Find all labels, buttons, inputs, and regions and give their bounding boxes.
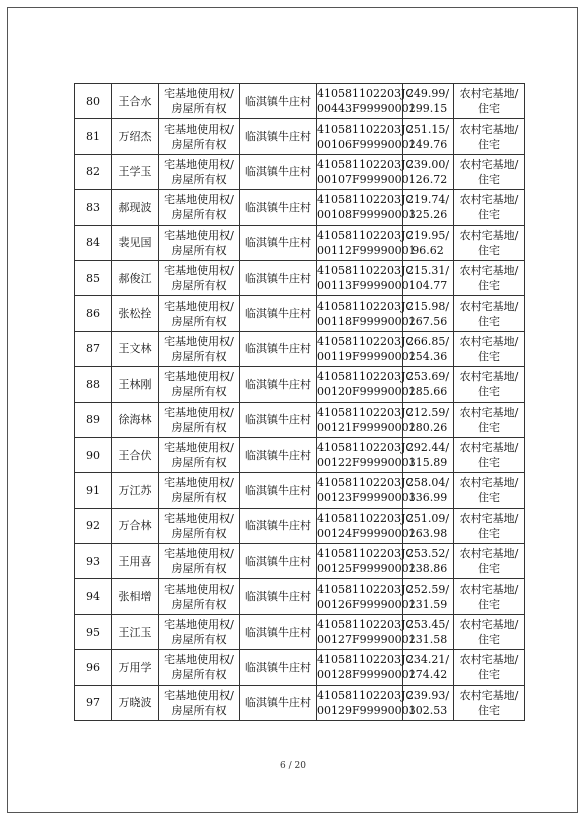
- unit-code-cell: [317, 367, 416, 402]
- page-number: 6 / 20: [280, 761, 306, 771]
- unit-code-cell-line: 00443F99990001: [317, 102, 416, 116]
- land-use-cell: [454, 437, 525, 472]
- right-type-cell-line: 宅基地使用权/: [164, 582, 234, 596]
- table-row: [75, 190, 525, 225]
- area-cell-line: 263.98: [408, 526, 448, 540]
- row-number-cell: 96: [75, 650, 112, 685]
- area-cell-line: 274.42: [408, 668, 448, 682]
- table-row: [75, 402, 525, 437]
- area-cell-line: 239.00/: [406, 157, 450, 171]
- area-cell-line: 251.15/: [406, 122, 450, 136]
- land-use-cell-line: 农村宅基地/: [459, 688, 519, 702]
- right-type-cell-line: 房屋所有权: [171, 137, 227, 151]
- owner-name-cell: 郝俊江: [112, 260, 159, 295]
- right-type-cell-line: 房屋所有权: [171, 562, 227, 576]
- location-cell: 临淇镇牛庄村: [240, 154, 317, 189]
- unit-code-cell: [317, 544, 416, 579]
- land-use-cell-line: 农村宅基地/: [459, 476, 519, 490]
- right-type-cell-line: 宅基地使用权/: [164, 157, 234, 171]
- location-cell: 临淇镇牛庄村: [240, 84, 317, 119]
- land-use-cell: [454, 544, 525, 579]
- land-use-cell-line: 住宅: [478, 137, 500, 151]
- area-cell-line: 251.09/: [406, 511, 450, 525]
- area-cell-line: 253.52/: [406, 547, 450, 561]
- unit-code-cell: [317, 650, 416, 685]
- land-use-cell: [454, 154, 525, 189]
- location-cell: 临淇镇牛庄村: [240, 508, 317, 543]
- row-number-cell: 97: [75, 685, 112, 720]
- row-number-cell: 93: [75, 544, 112, 579]
- right-type-cell-line: 房屋所有权: [171, 172, 227, 186]
- unit-code-cell: [317, 473, 416, 508]
- area-cell-line: 280.26: [408, 420, 448, 434]
- unit-code-cell-line: 00108F99990001: [317, 208, 416, 222]
- unit-code-cell-line: 410581102203JC: [317, 157, 414, 171]
- owner-name-cell: 王文林: [112, 331, 159, 366]
- area-cell-line: 231.59: [408, 597, 448, 611]
- unit-code-cell-line: 410581102203JC: [317, 688, 414, 702]
- unit-code-cell: [317, 84, 416, 119]
- table-row: [75, 331, 525, 366]
- unit-code-cell-line: 00129F99990001: [317, 703, 416, 717]
- area-cell-line: 258.04/: [406, 476, 450, 490]
- unit-code-cell-line: 410581102203JC: [317, 476, 414, 490]
- unit-code-cell: [317, 614, 416, 649]
- area-cell: [403, 614, 454, 649]
- land-use-cell-line: 农村宅基地/: [459, 87, 519, 101]
- table-row: [75, 154, 525, 189]
- land-use-cell: [454, 614, 525, 649]
- area-cell: [403, 84, 454, 119]
- area-cell-line: 315.89: [408, 456, 448, 470]
- row-number-cell: 84: [75, 225, 112, 260]
- unit-code-cell: [317, 685, 416, 720]
- area-cell: [403, 154, 454, 189]
- location-cell: 临淇镇牛庄村: [240, 437, 317, 472]
- unit-code-cell: [317, 260, 416, 295]
- land-use-cell-line: 农村宅基地/: [459, 441, 519, 455]
- area-cell: [403, 260, 454, 295]
- right-type-cell-line: 房屋所有权: [171, 668, 227, 682]
- right-type-cell: [159, 473, 240, 508]
- unit-code-cell-line: 410581102203JC: [317, 653, 414, 667]
- owner-name-cell: 张松拴: [112, 296, 159, 331]
- land-use-cell-line: 农村宅基地/: [459, 122, 519, 136]
- unit-code-cell-line: 410581102203JC: [317, 299, 414, 313]
- unit-code-cell-line: 00126F99990001: [317, 597, 416, 611]
- area-cell-line: 267.56: [408, 314, 448, 328]
- area-cell-line: 104.77: [408, 279, 448, 293]
- area-cell: [403, 473, 454, 508]
- land-use-cell: [454, 260, 525, 295]
- right-type-cell-line: 宅基地使用权/: [164, 405, 234, 419]
- table-row: [75, 437, 525, 472]
- land-use-cell-line: 农村宅基地/: [459, 299, 519, 313]
- area-cell-line: 234.21/: [406, 653, 450, 667]
- right-type-cell: [159, 614, 240, 649]
- land-use-cell: [454, 508, 525, 543]
- unit-code-cell-line: 00119F99990001: [317, 349, 416, 363]
- land-use-cell: [454, 402, 525, 437]
- unit-code-cell-line: 410581102203JC: [317, 582, 414, 596]
- right-type-cell-line: 宅基地使用权/: [164, 334, 234, 348]
- table-row: [75, 367, 525, 402]
- unit-code-cell-line: 00125F99990001: [317, 562, 416, 576]
- unit-code-cell: [317, 579, 416, 614]
- unit-code-cell-line: 410581102203JC: [317, 193, 414, 207]
- right-type-cell: [159, 685, 240, 720]
- table-row: [75, 473, 525, 508]
- land-use-cell-line: 住宅: [478, 102, 500, 116]
- land-use-cell-line: 住宅: [478, 243, 500, 257]
- right-type-cell-line: 房屋所有权: [171, 314, 227, 328]
- owner-name-cell: 王合水: [112, 84, 159, 119]
- location-cell: 临淇镇牛庄村: [240, 614, 317, 649]
- unit-code-cell-line: 00124F99990001: [317, 526, 416, 540]
- area-cell: [403, 437, 454, 472]
- land-use-cell-line: 住宅: [478, 314, 500, 328]
- unit-code-cell-line: 410581102203JC: [317, 405, 414, 419]
- area-cell-line: 292.44/: [406, 441, 450, 455]
- row-number-cell: 85: [75, 260, 112, 295]
- unit-code-cell-line: 410581102203JC: [317, 441, 414, 455]
- area-cell-line: 325.26: [408, 208, 448, 222]
- right-type-cell-line: 房屋所有权: [171, 526, 227, 540]
- land-use-cell: [454, 367, 525, 402]
- unit-code-cell: [317, 508, 416, 543]
- right-type-cell-line: 宅基地使用权/: [164, 264, 234, 278]
- location-cell: 临淇镇牛庄村: [240, 650, 317, 685]
- unit-code-cell-line: 410581102203JC: [317, 122, 414, 136]
- location-cell: 临淇镇牛庄村: [240, 685, 317, 720]
- area-cell: [403, 119, 454, 154]
- right-type-cell: [159, 508, 240, 543]
- table-row: [75, 296, 525, 331]
- area-cell-line: 266.85/: [406, 334, 450, 348]
- unit-code-cell-line: 00122F99990001: [317, 456, 416, 470]
- land-use-cell-line: 住宅: [478, 172, 500, 186]
- right-type-cell-line: 房屋所有权: [171, 597, 227, 611]
- area-cell-line: 253.45/: [406, 618, 450, 632]
- land-use-cell-line: 住宅: [478, 703, 500, 717]
- unit-code-cell-line: 00120F99990001: [317, 385, 416, 399]
- location-cell: 临淇镇牛庄村: [240, 473, 317, 508]
- table-row: [75, 84, 525, 119]
- table-row: [75, 260, 525, 295]
- area-cell-line: 215.31/: [406, 264, 450, 278]
- owner-name-cell: 王合伏: [112, 437, 159, 472]
- area-cell-line: 238.86: [408, 562, 448, 576]
- unit-code-cell-line: 410581102203JC: [317, 334, 414, 348]
- area-cell-line: 253.69/: [406, 370, 450, 384]
- table-row: [75, 650, 525, 685]
- unit-code-cell: [317, 190, 416, 225]
- location-cell: 临淇镇牛庄村: [240, 225, 317, 260]
- unit-code-cell-line: 410581102203JC: [317, 87, 414, 101]
- land-use-cell: [454, 190, 525, 225]
- area-cell-line: 96.62: [412, 243, 444, 257]
- land-use-cell-line: 农村宅基地/: [459, 618, 519, 632]
- area-cell-line: 285.66: [408, 385, 448, 399]
- right-type-cell-line: 房屋所有权: [171, 420, 227, 434]
- area-cell: [403, 402, 454, 437]
- land-use-cell-line: 农村宅基地/: [459, 334, 519, 348]
- land-use-cell-line: 农村宅基地/: [459, 582, 519, 596]
- location-cell: 临淇镇牛庄村: [240, 367, 317, 402]
- land-use-cell-line: 农村宅基地/: [459, 511, 519, 525]
- right-type-cell-line: 宅基地使用权/: [164, 653, 234, 667]
- area-cell-line: 299.15: [408, 102, 448, 116]
- owner-name-cell: 裴见国: [112, 225, 159, 260]
- land-use-cell: [454, 84, 525, 119]
- table-row: [75, 685, 525, 720]
- land-use-cell: [454, 296, 525, 331]
- unit-code-cell-line: 00107F99990001: [317, 172, 416, 186]
- right-type-cell-line: 房屋所有权: [171, 491, 227, 505]
- unit-code-cell-line: 410581102203JC: [317, 618, 414, 632]
- right-type-cell: [159, 154, 240, 189]
- area-cell: [403, 685, 454, 720]
- row-number-cell: 87: [75, 331, 112, 366]
- right-type-cell-line: 房屋所有权: [171, 279, 227, 293]
- right-type-cell: [159, 260, 240, 295]
- row-number-cell: 95: [75, 614, 112, 649]
- location-cell: 临淇镇牛庄村: [240, 331, 317, 366]
- table-row: [75, 508, 525, 543]
- right-type-cell-line: 房屋所有权: [171, 385, 227, 399]
- table-row: [75, 544, 525, 579]
- unit-code-cell: [317, 225, 416, 260]
- land-use-cell-line: 农村宅基地/: [459, 653, 519, 667]
- land-use-cell-line: 住宅: [478, 633, 500, 647]
- table-row: [75, 579, 525, 614]
- owner-name-cell: 王林刚: [112, 367, 159, 402]
- unit-code-cell-line: 00112F99990001: [317, 243, 416, 257]
- land-use-cell-line: 农村宅基地/: [459, 405, 519, 419]
- area-cell-line: 254.36: [408, 349, 448, 363]
- land-use-cell-line: 农村宅基地/: [459, 264, 519, 278]
- land-use-cell: [454, 650, 525, 685]
- row-number-cell: 82: [75, 154, 112, 189]
- unit-code-cell-line: 00118F99990001: [317, 314, 416, 328]
- location-cell: 临淇镇牛庄村: [240, 260, 317, 295]
- table-body: [75, 84, 525, 721]
- right-type-cell: [159, 84, 240, 119]
- unit-code-cell: [317, 119, 416, 154]
- location-cell: 临淇镇牛庄村: [240, 544, 317, 579]
- unit-code-cell-line: 00106F99990001: [317, 137, 416, 151]
- land-use-cell: [454, 119, 525, 154]
- right-type-cell-line: 宅基地使用权/: [164, 87, 234, 101]
- unit-code-cell-line: 00121F99990001: [317, 420, 416, 434]
- unit-code-cell: [317, 296, 416, 331]
- right-type-cell: [159, 650, 240, 685]
- area-cell: [403, 331, 454, 366]
- table-row: [75, 119, 525, 154]
- owner-name-cell: 徐海林: [112, 402, 159, 437]
- area-cell: [403, 579, 454, 614]
- area-cell: [403, 650, 454, 685]
- area-cell-line: 239.93/: [406, 688, 450, 702]
- location-cell: 临淇镇牛庄村: [240, 579, 317, 614]
- land-use-cell-line: 住宅: [478, 420, 500, 434]
- area-cell-line: 302.53: [408, 703, 448, 717]
- unit-code-cell: [317, 437, 416, 472]
- location-cell: 临淇镇牛庄村: [240, 402, 317, 437]
- owner-name-cell: 万绍杰: [112, 119, 159, 154]
- location-cell: 临淇镇牛庄村: [240, 296, 317, 331]
- location-cell: 临淇镇牛庄村: [240, 190, 317, 225]
- row-number-cell: 94: [75, 579, 112, 614]
- area-cell: [403, 367, 454, 402]
- unit-code-cell: [317, 402, 416, 437]
- right-type-cell: [159, 225, 240, 260]
- land-use-cell-line: 住宅: [478, 279, 500, 293]
- unit-code-cell-line: 410581102203JC: [317, 547, 414, 561]
- owner-name-cell: 郝现波: [112, 190, 159, 225]
- right-type-cell-line: 宅基地使用权/: [164, 370, 234, 384]
- right-type-cell-line: 宅基地使用权/: [164, 122, 234, 136]
- land-use-cell-line: 农村宅基地/: [459, 228, 519, 242]
- land-use-cell-line: 住宅: [478, 385, 500, 399]
- area-cell: [403, 544, 454, 579]
- table-row: [75, 614, 525, 649]
- area-cell-line: 219.74/: [406, 193, 450, 207]
- row-number-cell: 80: [75, 84, 112, 119]
- right-type-cell: [159, 331, 240, 366]
- land-use-cell-line: 农村宅基地/: [459, 157, 519, 171]
- owner-name-cell: 万用学: [112, 650, 159, 685]
- owner-name-cell: 万江苏: [112, 473, 159, 508]
- land-use-cell-line: 住宅: [478, 456, 500, 470]
- right-type-cell: [159, 402, 240, 437]
- right-type-cell-line: 房屋所有权: [171, 208, 227, 222]
- land-use-cell: [454, 331, 525, 366]
- row-number-cell: 86: [75, 296, 112, 331]
- land-use-cell: [454, 579, 525, 614]
- right-type-cell-line: 宅基地使用权/: [164, 193, 234, 207]
- right-type-cell: [159, 544, 240, 579]
- owner-name-cell: 王用喜: [112, 544, 159, 579]
- right-type-cell: [159, 296, 240, 331]
- unit-code-cell: [317, 331, 416, 366]
- unit-code-cell-line: 00113F99990001: [317, 279, 416, 293]
- area-cell-line: 219.95/: [406, 228, 450, 242]
- owner-name-cell: 万晓波: [112, 685, 159, 720]
- right-type-cell-line: 宅基地使用权/: [164, 688, 234, 702]
- row-number-cell: 92: [75, 508, 112, 543]
- land-use-cell-line: 住宅: [478, 526, 500, 540]
- right-type-cell-line: 房屋所有权: [171, 633, 227, 647]
- unit-code-cell-line: 410581102203JC: [317, 228, 414, 242]
- property-rights-table: [74, 83, 525, 721]
- land-use-cell-line: 住宅: [478, 349, 500, 363]
- unit-code-cell: [317, 154, 416, 189]
- area-cell: [403, 190, 454, 225]
- row-number-cell: 90: [75, 437, 112, 472]
- unit-code-cell-line: 410581102203JC: [317, 264, 414, 278]
- land-use-cell-line: 农村宅基地/: [459, 193, 519, 207]
- land-use-cell-line: 住宅: [478, 208, 500, 222]
- right-type-cell-line: 宅基地使用权/: [164, 299, 234, 313]
- area-cell: [403, 296, 454, 331]
- land-use-cell-line: 住宅: [478, 562, 500, 576]
- owner-name-cell: 万合林: [112, 508, 159, 543]
- unit-code-cell-line: 00127F99990001: [317, 633, 416, 647]
- row-number-cell: 81: [75, 119, 112, 154]
- land-use-cell-line: 农村宅基地/: [459, 370, 519, 384]
- area-cell-line: 249.99/: [406, 87, 450, 101]
- right-type-cell: [159, 437, 240, 472]
- land-use-cell-line: 住宅: [478, 597, 500, 611]
- area-cell-line: 336.99: [408, 491, 448, 505]
- right-type-cell: [159, 190, 240, 225]
- unit-code-cell-line: 00128F99990001: [317, 668, 416, 682]
- right-type-cell-line: 房屋所有权: [171, 456, 227, 470]
- row-number-cell: 89: [75, 402, 112, 437]
- unit-code-cell-line: 410581102203JC: [317, 511, 414, 525]
- land-use-cell: [454, 473, 525, 508]
- right-type-cell-line: 房屋所有权: [171, 703, 227, 717]
- area-cell-line: 126.72: [408, 172, 448, 186]
- unit-code-cell-line: 410581102203JC: [317, 370, 414, 384]
- area-cell: [403, 508, 454, 543]
- table-row: [75, 225, 525, 260]
- unit-code-cell-line: 00123F99990001: [317, 491, 416, 505]
- right-type-cell-line: 房屋所有权: [171, 349, 227, 363]
- land-use-cell-line: 农村宅基地/: [459, 547, 519, 561]
- right-type-cell-line: 宅基地使用权/: [164, 511, 234, 525]
- right-type-cell-line: 房屋所有权: [171, 243, 227, 257]
- right-type-cell-line: 宅基地使用权/: [164, 228, 234, 242]
- area-cell-line: 215.98/: [406, 299, 450, 313]
- location-cell: 临淇镇牛庄村: [240, 119, 317, 154]
- row-number-cell: 83: [75, 190, 112, 225]
- right-type-cell-line: 房屋所有权: [171, 102, 227, 116]
- land-use-cell-line: 住宅: [478, 491, 500, 505]
- row-number-cell: 91: [75, 473, 112, 508]
- land-use-cell: [454, 225, 525, 260]
- owner-name-cell: 王学玉: [112, 154, 159, 189]
- area-cell-line: 212.59/: [406, 405, 450, 419]
- right-type-cell: [159, 119, 240, 154]
- row-number-cell: 88: [75, 367, 112, 402]
- right-type-cell: [159, 579, 240, 614]
- land-use-cell: [454, 685, 525, 720]
- right-type-cell-line: 宅基地使用权/: [164, 476, 234, 490]
- right-type-cell-line: 宅基地使用权/: [164, 618, 234, 632]
- area-cell-line: 249.76: [408, 137, 448, 151]
- land-use-cell-line: 住宅: [478, 668, 500, 682]
- owner-name-cell: 王江玉: [112, 614, 159, 649]
- owner-name-cell: 张相增: [112, 579, 159, 614]
- right-type-cell-line: 宅基地使用权/: [164, 441, 234, 455]
- area-cell-line: 252.59/: [406, 582, 450, 596]
- right-type-cell: [159, 367, 240, 402]
- right-type-cell-line: 宅基地使用权/: [164, 547, 234, 561]
- area-cell-line: 231.58: [408, 633, 448, 647]
